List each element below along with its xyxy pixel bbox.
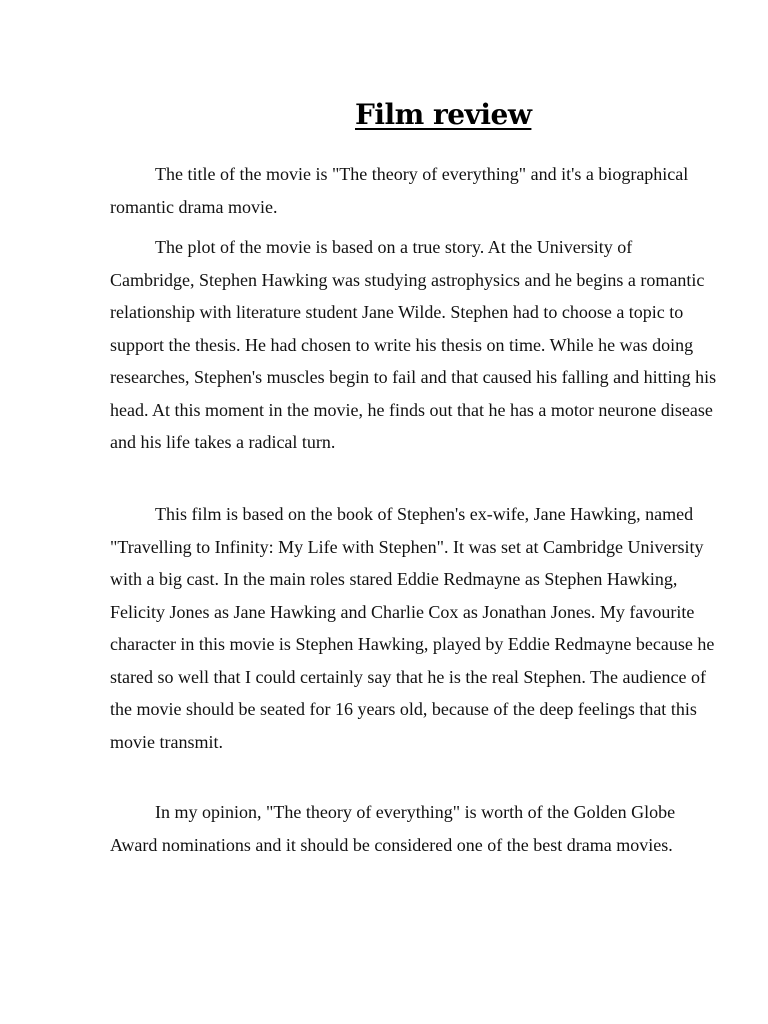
paragraph-cast: This film is based on the book of Stephen's ex-wife, Jane Hawking, named "Travelling to Infinity: My Life with Stephen". It was set at Cambridge University with a big cast. In the main roles stared Eddie Redmayne as Stephen Hawking, Felicity Jones as Jane Hawking and Charlie Cox as Jonathan Jones. My favourite character in this movie is Stephen Hawking, played by Eddie Redmayne because he stared so well that I could certainly say that he is the real Stephen. The audience of the movie should be seated for 16 years old, because of the deep feelings that this movie transmit. [110, 504, 715, 752]
paragraph-intro: The title of the movie is "The theory of everything" and it's a biographical romantic drama movie. [110, 164, 689, 217]
paragraph-opinion: In my opinion, "The theory of everything" is worth of the Golden Globe Award nominations and it should be considered one of the best drama movies. [110, 802, 676, 855]
paragraph-plot: The plot of the movie is based on a true story. At the University of Cambridge, Stephen Hawking was studying astrophysics and he begins a romantic relationship with literature student Jane Wilde. Stephen had to choose a topic to support the thesis. He had chosen to write his thesis on time. While he was doing researches, Stephen's muscles begin to fail and that caused his falling and hitting his head. At this moment in the movie, he finds out that he has a motor neurone disease and his life takes a radical turn. [110, 237, 717, 452]
document-title: Film review [355, 98, 532, 131]
